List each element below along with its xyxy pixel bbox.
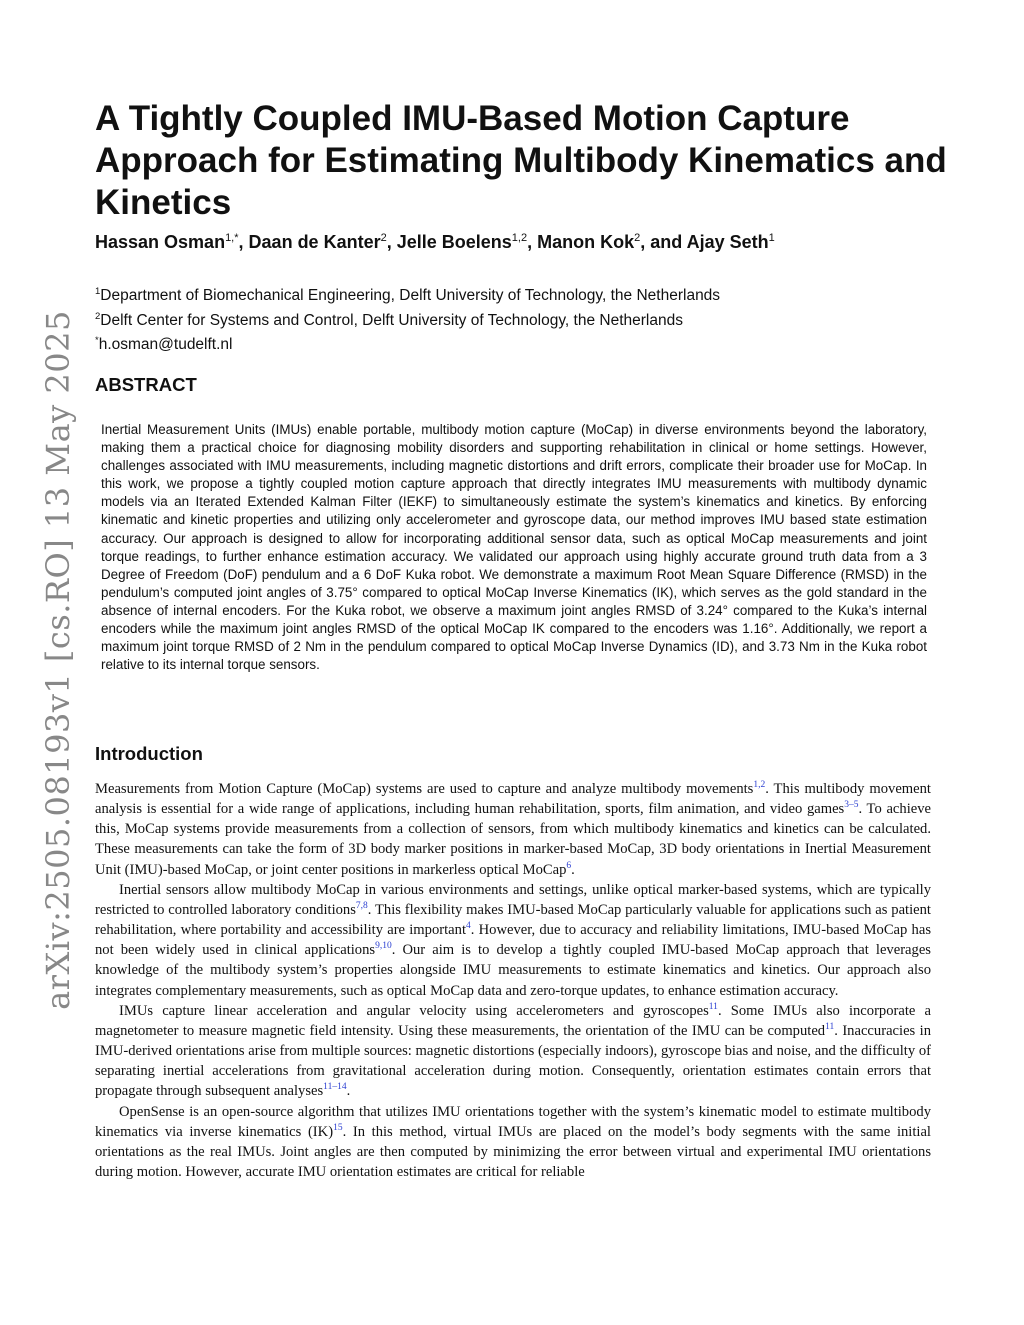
citation-link[interactable]: 3–5 [844,800,859,811]
paragraph-text: IMUs capture linear acceleration and angular velocity using accelerometers and gyroscopes [119,1002,709,1019]
author-name: Ajay Seth [686,232,769,252]
citation-link[interactable]: 6 [566,860,572,871]
author-affiliation-mark: 1,* [225,232,239,244]
introduction-paragraph [95,1102,931,1183]
affiliation-line [95,307,955,332]
paragraph-text: Inertial sensors allow multibody MoCap in various environments and settings, unlike optical marker-based systems, which are typically restricted to controlled laboratory conditions [95,881,931,918]
affiliation-mark: 1 [95,286,101,297]
paragraph-text: . [571,861,575,878]
affiliation-mark: 2 [95,310,101,322]
introduction-paragraph [95,880,931,1001]
author-affiliation-mark: 2 [380,232,387,244]
paragraph-text: . In this method, virtual IMUs are placed on the model’s body segments with the same initial orientations as the real IMUs. Joint angles are then computed by minimizing the error between virtual and experimental IMU orientations during motion. However, accurate IMU orientation estimates are critical for reliable [95,1123,931,1180]
introduction-heading: Introduction [95,743,203,764]
introduction-paragraph [95,1001,931,1102]
paragraph-text: . [346,1083,351,1100]
citation-link[interactable]: 11 [708,1001,718,1012]
paragraph-text: . However, due to accuracy and reliability limitations, IMU-based MoCap has not been widely used in clinical applications [95,922,932,959]
paragraph-text: Measurements from Motion Capture (MoCap) systems are used to capture and analyze multibody movements [95,781,754,797]
affiliation-list [95,282,955,356]
affiliation-text: h.osman@tudelft.nl [98,336,233,354]
paragraph-text: OpenSense is an open-source algorithm that utilizes IMU orientations together with the system’s kinematic model to estimate multibody kinematics via inverse kinematics (IK) [95,1103,931,1140]
affiliation-text: Delft Center for Systems and Control, Delft University of Technology, the Netherlands [100,311,683,329]
affiliation-mark: * [95,335,99,347]
author-list [95,232,955,253]
author-affiliation-mark: 2 [634,232,641,244]
author-name: Daan de Kanter [248,232,381,252]
affiliation-text: Department of Biomechanical Engineering, Delft University of Technology, the Netherlands [100,287,721,305]
paragraph-text: . Inaccuracies in IMU-derived orientations arise from multiple sources: magnetic distortions (especially indoors), gyroscope bias and noise, and the difficulty of separating inertial accelerations from gravitational acceleration during motion. Consequently, orientation estimates contain errors that propagate through subsequent analyses [95,1022,931,1100]
introduction-body [95,779,931,1182]
paragraph-text: . This flexibility makes IMU-based MoCap particularly valuable for applications such as patient rehabilitation, where portability and accessibility are important [95,901,931,939]
paragraph-text: . Our aim is to develop a tightly coupled IMU-based MoCap approach that leverages knowledge of the multibody system’s properties alongside IMU measurements to estimate kinematics and kinetics. Our approach also integrates complementary measurements, such as optical MoCap data and zero-torque updates, to enhance estimation accuracy. [95,942,931,999]
author-separator: , and [640,232,687,252]
paragraph-text: . To achieve this, MoCap systems provide measurements from a collection of sensors, from which multibody kinematics and kinetics can be calculated. These measurements can take the form of 3D body marker positions in marker-based MoCap, 3D body orientations in Inertial Measurement Unit (IMU)-based MoCap, or joint center positions in markerless optical MoCap [95,801,931,878]
affiliation-line [95,331,955,356]
citation-link[interactable]: 9,10 [375,941,392,952]
author-affiliation-mark: 1 [768,232,775,244]
author-name: Hassan Osman [95,232,226,252]
author-name: Jelle Boelens [396,232,512,252]
abstract-text: Inertial Measurement Units (IMUs) enable portable, multibody motion capture (MoCap) in diverse environments beyond the laboratory, making them a practical choice for diagnosing mobility disorders and supporting rehabilitation in clinical or home settings. However, challenges associated with IMU measurements, including magnetic distortions and drift errors, complicate their broader use for MoCap. In this work, we propose a tightly coupled motion capture approach that directly integrates IMU measurements with multibody dynamic models via an Iterated Extended Kalman Filter (IEKF) to simultaneously estimate the system’s kinematics and kinetics. By enforcing kinematic and kinetic properties and utilizing only accelerometer and gyroscope data, our method improves IMU based state estimation accuracy. Our approach is designed to allow for incorporating additional sensor data, such as optical MoCap measurements and joint torque readings, to further enhance estimation accuracy. We validated our approach using highly accurate ground truth data from a 3 Degree of Freedom (DoF) pendulum and a 6 DoF Kuka robot. We demonstrate a maximum Root Mean Square Difference (RMSD) in the pendulum’s computed joint angles of 3.75° compared to optical MoCap Inverse Kinematics (IK), which serves as the gold standard in the absence of internal encoders. For the Kuka robot, we observe a maximum joint angles RMSD of 3.24° compared to the Kuka’s internal encoders while the maximum joint angles RMSD of the optical MoCap IK compared to the encoders was 1.16°. Additionally, we report a maximum joint torque RMSD of 2 Nm in the pendulum compared to optical MoCap Inverse Dynamics (ID), and 3.73 Nm in the Kuka robot relative to its internal torque sensors. [101,422,927,673]
affiliation-line [95,282,955,307]
citation-link[interactable]: 1,2 [753,780,766,791]
citation-link[interactable]: 11 [825,1022,835,1033]
paragraph-text: . This multibody movement analysis is essential for a wide range of applications, including human rehabilitation, sports, film animation, and video games [95,781,931,818]
author-separator: , [238,232,249,252]
paper-title: A Tightly Coupled IMU-Based Motion Capture Approach for Estimating Multibody Kinematics and Kinetics [95,99,947,222]
citation-link[interactable]: 7,8 [355,901,368,912]
citation-link[interactable]: 11–14 [323,1082,347,1093]
introduction-paragraph [95,779,931,880]
author-separator: , [527,232,538,252]
citation-link[interactable]: 15 [333,1122,343,1133]
arxiv-watermark: arXiv:2505.08193v1 [cs.RO] 13 May 2025 [39,310,77,1010]
paragraph-text: . Some IMUs also incorporate a magnetometer to measure magnetic field intensity. Using these measurements, the orientation of the IMU can be computed [95,1002,932,1039]
citation-link[interactable]: 4 [466,921,471,932]
author-separator: , [386,232,397,252]
author-affiliation-mark: 1,2 [511,232,528,244]
abstract-heading: ABSTRACT [95,374,197,395]
author-name: Manon Kok [537,232,635,252]
